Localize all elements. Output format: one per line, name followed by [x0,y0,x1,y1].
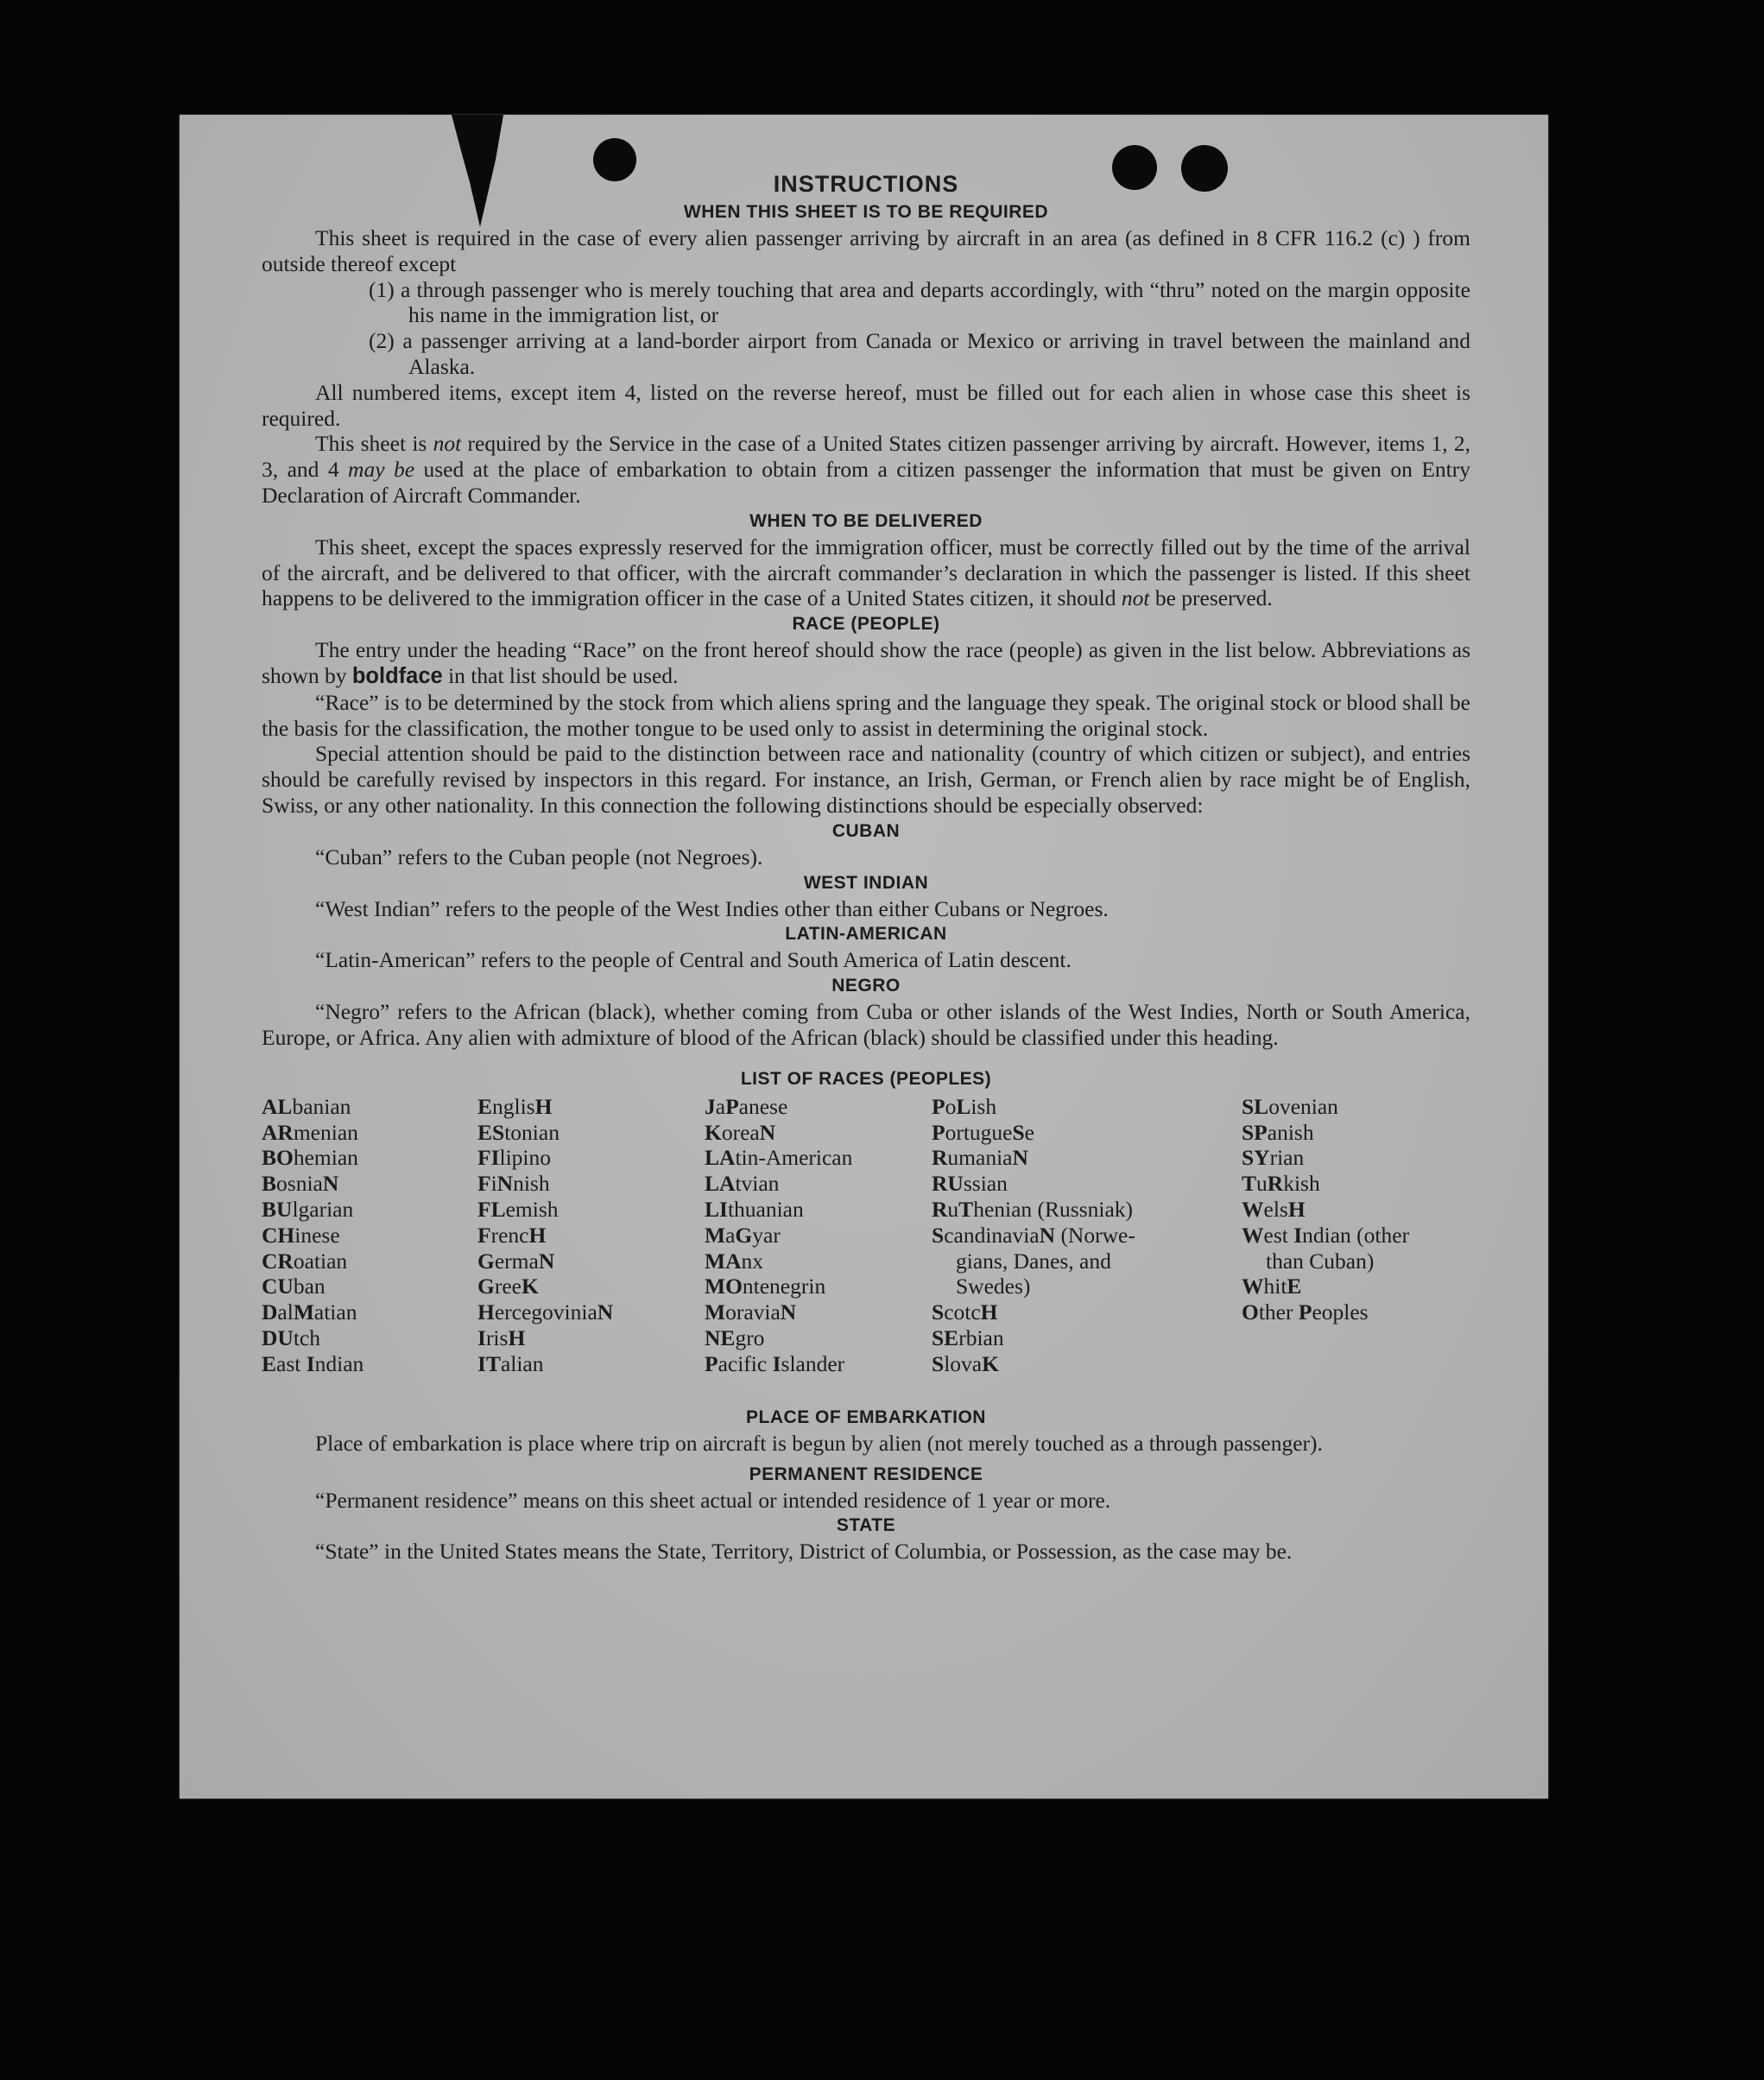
race-text: lipino [499,1145,552,1171]
race-abbreviation: H [528,1222,547,1248]
paragraph-race-entry [262,637,1470,690]
race-entry [1242,1249,1409,1274]
definition-permanent-residence: “Permanent residence” means on this sheet actual or intended residence of 1 year or more. [315,1487,1111,1513]
race-entry [932,1094,1191,1120]
race-entry [477,1094,613,1120]
race-abbreviation: F [477,1222,491,1248]
race-abbreviation: N [759,1119,776,1145]
race-abbreviation: N [538,1248,555,1274]
race-text: i [490,1171,497,1197]
race-entry [262,1299,364,1325]
race-entry [705,1249,852,1274]
race-entry [262,1325,364,1351]
race-text: eoples [1312,1299,1369,1325]
race-text: els [1263,1196,1288,1222]
definition-state: “State” in the United States means the State, Territory, District of Columbia, or Possession, as the case may be. [315,1539,1293,1565]
race-abbreviation: BO [262,1145,294,1171]
race-abbreviation: I [306,1350,315,1376]
race-abbreviation: T [1242,1171,1257,1197]
race-abbreviation: FL [477,1196,506,1222]
definition-negro: “Negro” refers to the African (black), whether coming from Cuba or other islands of the West Indies, North or South America, Europe, or Africa. Any alien with admixture of blood of the African (black) should be classified under this heading. [262,999,1470,1050]
race-abbreviation: J [705,1093,716,1119]
race-text: candinavia [944,1222,1040,1248]
text-run: used at the place of embarkation to obtain from a citizen passenger the information that must be given on Entry Declaration of Aircraft Commander. [262,457,1470,508]
race-text: est [1263,1222,1294,1248]
race-abbreviation: E [477,1093,493,1119]
race-entry [705,1145,852,1171]
race-abbreviation: H [508,1324,526,1350]
heading-negro: NEGRO [831,976,901,996]
race-abbreviation: W [1242,1196,1264,1222]
race-entry [1242,1299,1409,1325]
race-abbreviation: N [780,1299,797,1325]
race-text: anish [1267,1119,1314,1145]
race-entry [262,1120,364,1146]
race-entry [262,1249,364,1274]
race-text: tonian [504,1119,560,1145]
race-entry [1242,1197,1409,1223]
race-abbreviation: G [735,1222,753,1248]
race-text: ast [276,1350,307,1376]
race-abbreviation: I [1293,1222,1303,1248]
text-run: be preserved. [1149,585,1273,611]
definition-latin-american: “Latin-American” refers to the people of Central and South America of Latin descent. [315,947,1072,973]
race-entry [477,1325,613,1351]
race-abbreviation: H [1287,1196,1306,1222]
race-entry [477,1197,613,1223]
race-text: orea [721,1119,760,1145]
race-text: (Norwe- [1055,1222,1135,1248]
race-text: thuanian [727,1196,804,1222]
race-abbreviation: LA [705,1145,736,1171]
text-run-italic: not [433,431,462,457]
race-abbreviation: SY [1242,1145,1270,1171]
definition-cuban: “Cuban” refers to the Cuban people (not Negroes). [315,844,763,869]
heading-when-delivered: WHEN TO BE DELIVERED [749,510,983,531]
race-text: nish [513,1171,550,1197]
race-text: nglis [492,1093,535,1119]
race-entry [1242,1223,1409,1249]
race-abbreviation: G [477,1248,495,1274]
races-list [262,1094,1470,1405]
race-text: than Cuban) [1266,1248,1375,1274]
heading-state: STATE [836,1515,896,1536]
race-text: henian (Russniak) [973,1196,1134,1222]
race-text: hemian [293,1145,358,1171]
race-text: rbian [958,1324,1004,1350]
heading-race: RACE (PEOPLE) [792,614,940,635]
race-abbreviation: M [705,1222,726,1248]
race-entry [477,1299,613,1325]
page-title: INSTRUCTIONS [773,171,959,197]
race-entry [477,1145,613,1171]
race-text: alian [500,1350,544,1376]
race-text: nx [741,1248,763,1274]
race-abbreviation: SL [1242,1093,1269,1119]
race-entry [705,1197,852,1223]
race-abbreviation: M [293,1299,314,1325]
race-text: ortugue [945,1119,1013,1145]
race-text: kish [1283,1171,1320,1197]
races-column-4 [932,1094,1191,1377]
race-entry [932,1120,1191,1146]
heading-west-indian: WEST INDIAN [803,872,929,893]
race-entry [262,1094,364,1120]
race-entry [705,1171,852,1197]
race-entry [262,1274,364,1299]
race-entry [705,1325,852,1351]
race-entry [932,1145,1191,1171]
race-text: erma [494,1248,539,1274]
race-text: anese [738,1093,788,1119]
text-run-bold: boldface [351,663,443,688]
race-text: ntenegrin [742,1274,826,1299]
race-text: u [947,1196,959,1222]
heading-list-of-races: LIST OF RACES (PEOPLES) [740,1068,992,1089]
race-text: lgarian [292,1196,354,1222]
races-column-3 [705,1094,852,1377]
race-text: gians, Danes, and [956,1248,1111,1274]
race-entry [262,1223,364,1249]
race-text: oravia [725,1299,781,1325]
race-text: atian [313,1299,357,1325]
race-abbreviation: P [932,1093,945,1119]
race-abbreviation: MO [705,1274,743,1299]
race-entry [932,1197,1191,1223]
race-entry [705,1274,852,1299]
heading-permanent-residence: PERMANENT RESIDENCE [749,1464,983,1484]
race-abbreviation: M [705,1299,726,1325]
race-entry [1242,1145,1409,1171]
race-abbreviation: SE [932,1324,959,1350]
text-run: This sheet is [315,431,433,457]
race-entry [705,1223,852,1249]
race-text: acific [718,1350,773,1376]
race-text: cotc [944,1299,981,1325]
race-entry [1242,1171,1409,1197]
race-abbreviation: P [932,1119,945,1145]
race-entry [477,1274,613,1299]
race-abbreviation: FI [477,1145,500,1171]
text-run-italic: may be [348,457,415,483]
race-entry [262,1171,364,1197]
race-abbreviation: H [980,1299,998,1325]
races-column-2 [477,1094,613,1377]
race-entry [1242,1274,1409,1299]
paragraph-required: This sheet is required in the case of every alien passenger arriving by aircraft in an area (as defined in 8 CFR 116.2 (c) ) from outside thereof except [262,225,1470,276]
race-entry [477,1120,613,1146]
race-abbreviation: B [262,1171,277,1197]
race-abbreviation: P [1298,1299,1312,1325]
definition-embarkation: Place of embarkation is place where trip on aircraft is begun by alien (not merely touched as a through passenger). [315,1430,1323,1456]
paragraph-race-nationality: Special attention should be paid to the distinction between race and nationality (country of which citizen or subject), and entries should be carefully revised by inspectors in this regard. For instance, an Irish, German, or French alien by race might be of English, Swiss, or any other nationality. In this connection the following distinctions should be especially observed: [262,741,1470,818]
heading-when-required: WHEN THIS SHEET IS TO BE REQUIRED [683,202,1049,222]
race-text: ndian (other [1302,1222,1410,1248]
race-abbreviation: R [1267,1171,1284,1197]
race-abbreviation: W [1242,1222,1264,1248]
race-abbreviation: CH [262,1222,295,1248]
race-text: emish [505,1196,559,1222]
race-entry [932,1249,1191,1274]
race-abbreviation: T [958,1196,974,1222]
race-abbreviation: N [1039,1222,1056,1248]
race-text: ish [971,1093,997,1119]
race-abbreviation: RU [932,1171,964,1197]
race-text: umania [947,1145,1013,1171]
race-abbreviation: K [705,1119,722,1145]
race-text: tvian [735,1171,780,1197]
race-abbreviation: I [477,1324,486,1350]
race-text: al [277,1299,294,1325]
race-abbreviation: MA [705,1248,742,1274]
race-text: tch [293,1324,320,1350]
race-text: tin-American [735,1145,853,1171]
paragraph-numbered-items: All numbered items, except item 4, listed on the reverse hereof, must be filled out for each alien in whose case this sheet is required. [262,379,1470,431]
race-text: hit [1263,1274,1287,1299]
race-abbreviation: N [496,1171,514,1197]
race-abbreviation: ES [477,1119,505,1145]
paragraph-citizen [262,431,1470,508]
paragraph-race-stock: “Race” is to be determined by the stock from which aliens spring and the language they speak. The original stock or blood shall be the basis for the classification, the mother tongue to be used only to assist in determining the original stock. [262,689,1470,741]
race-abbreviation: LI [705,1196,728,1222]
race-text: gro [735,1324,765,1350]
race-text: ndian [314,1350,364,1376]
instructions-content [262,168,1470,1565]
race-abbreviation: L [956,1093,971,1119]
race-text: lova [944,1350,983,1376]
race-text: ris [485,1324,509,1350]
races-column-5 [1242,1094,1409,1325]
race-abbreviation: P [725,1093,739,1119]
race-text: ther [1258,1299,1299,1325]
race-entry [932,1171,1191,1197]
race-abbreviation: NE [705,1324,736,1350]
race-abbreviation: AL [262,1093,293,1119]
definition-west-indian: “West Indian” refers to the people of the West Indies other than either Cubans or Negroes. [315,895,1109,921]
race-text: ssian [963,1171,1008,1197]
race-abbreviation: P [705,1350,718,1376]
heading-embarkation: PLACE OF EMBARKATION [746,1407,986,1427]
race-text: u [1256,1171,1268,1197]
race-abbreviation: CU [262,1274,294,1299]
race-abbreviation: G [477,1274,495,1299]
race-text: banian [292,1093,351,1119]
race-abbreviation: R [932,1196,948,1222]
race-text: Swedes) [956,1274,1031,1299]
race-entry [932,1325,1191,1351]
race-abbreviation: E [262,1350,277,1376]
text-run: required by the Service in the case of a United States citizen passenger arriving by aircraft. However, items 1, 2, 3, and 4 [262,431,1470,483]
race-abbreviation: SP [1242,1119,1268,1145]
race-text: yar [752,1222,781,1248]
race-text: ercegovinia [494,1299,597,1325]
race-entry [705,1351,852,1377]
race-entry [932,1274,1191,1299]
race-entry [477,1223,613,1249]
race-text: oatian [293,1248,348,1274]
text-run-italic: not [1121,585,1150,611]
race-abbreviation: DU [262,1324,294,1350]
race-text: osnia [276,1171,323,1197]
races-column-1 [262,1094,364,1377]
race-text: o [945,1093,957,1119]
race-text: rian [1269,1145,1305,1171]
race-text: slander [781,1350,845,1376]
race-entry [262,1351,364,1377]
race-abbreviation: O [1242,1299,1259,1325]
race-text: ree [494,1274,522,1299]
race-abbreviation: S [932,1350,945,1376]
race-abbreviation: S [1012,1119,1025,1145]
race-abbreviation: S [932,1222,945,1248]
race-abbreviation: S [932,1299,945,1325]
race-abbreviation: K [982,1350,999,1376]
race-entry [262,1145,364,1171]
race-entry [932,1299,1191,1325]
race-entry [705,1120,852,1146]
race-entry [477,1249,613,1274]
race-abbreviation: BU [262,1196,293,1222]
race-text: a [715,1093,726,1119]
race-abbreviation: H [477,1299,495,1325]
document-sheet [180,115,1548,1799]
race-entry [477,1171,613,1197]
race-entry [705,1299,852,1325]
race-entry [932,1351,1191,1377]
race-abbreviation: AR [262,1119,294,1145]
race-abbreviation: N [322,1171,339,1197]
race-text: renc [490,1222,529,1248]
race-text: ban [293,1274,326,1299]
race-abbreviation: CR [262,1248,294,1274]
race-abbreviation: D [262,1299,278,1325]
race-abbreviation: H [534,1093,553,1119]
race-abbreviation: K [521,1274,539,1299]
race-abbreviation: F [477,1171,491,1197]
exception-item-1: (1) a through passenger who is merely touching that area and departs accordingly, with “thru” noted on the margin opposite his name in the immigration list, or [369,276,1470,328]
race-abbreviation: I [772,1350,781,1376]
race-entry [932,1223,1191,1249]
race-abbreviation: N [597,1299,614,1325]
race-entry [705,1094,852,1120]
heading-latin-american: LATIN-AMERICAN [785,924,947,945]
race-abbreviation: IT [477,1350,501,1376]
race-abbreviation: LA [705,1171,736,1197]
race-abbreviation: E [1287,1274,1302,1299]
race-text: a [725,1222,736,1248]
text-run: This sheet, except the spaces expressly reserved for the immigration officer, must be correctly filled out by the time of the arrival of the aircraft, and be delivered to that officer, with the aircraft commander’s declaration in which the passenger is listed. If this sheet happens to be delivered to the immigration officer in the case of a United States citizen, it should [262,534,1470,611]
race-entry [262,1197,364,1223]
race-text: e [1024,1119,1034,1145]
race-text: menian [293,1119,358,1145]
race-text: inese [294,1222,340,1248]
race-entry [1242,1094,1409,1120]
heading-cuban: CUBAN [831,820,901,841]
race-entry [477,1351,613,1377]
race-entry [1242,1120,1409,1146]
text-run: in that list should be used. [442,662,679,688]
text-run: The entry under the heading “Race” on the front hereof should show the race (people) as given in the list below. Abbreviations as shown by [262,637,1470,688]
paragraph-delivered [262,534,1470,611]
race-abbreviation: R [932,1145,948,1171]
race-text: ovenian [1268,1093,1338,1119]
exception-item-2: (2) a passenger arriving at a land-border airport from Canada or Mexico or arriving in travel between the mainland and Alaska. [369,328,1470,379]
race-abbreviation: N [1012,1145,1028,1171]
race-abbreviation: W [1242,1274,1264,1299]
